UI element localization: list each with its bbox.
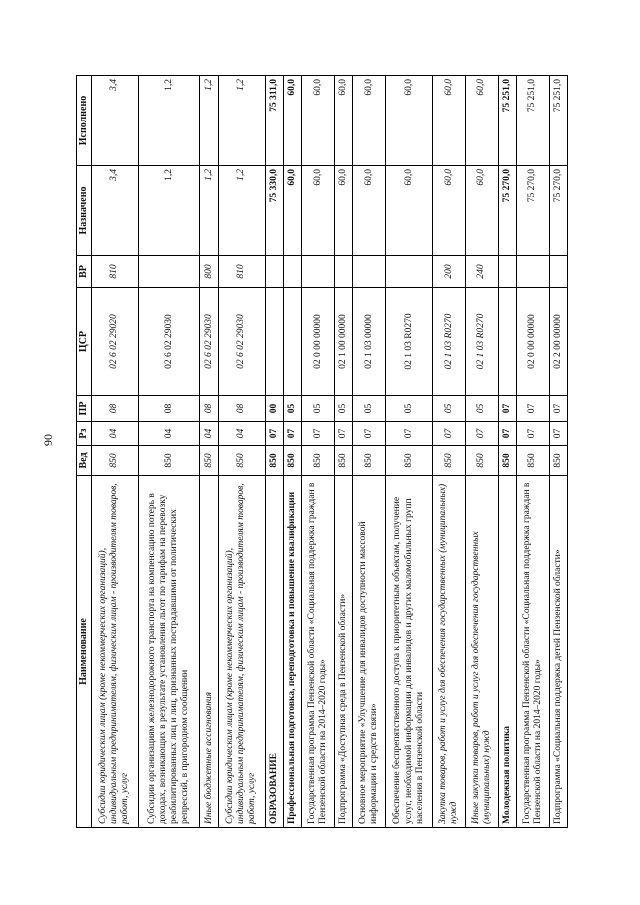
table-row [335, 76, 353, 828]
cell-pr: 08 [218, 396, 265, 422]
cell-csr: 02 0 00 00000 [516, 288, 549, 396]
table-row [200, 76, 218, 828]
cell-csr: 02 1 03 R0270 [465, 288, 498, 396]
cell-executed: 60,0 [465, 76, 498, 166]
cell-ved: 850 [549, 446, 567, 476]
cell-csr: 02 0 00 00000 [302, 288, 335, 396]
cell-csr: 02 6 02 29030 [200, 288, 218, 396]
cell-ved: 850 [516, 446, 549, 476]
cell-name: Молодежная политика [498, 476, 516, 828]
header-ved: Вед [77, 446, 92, 476]
cell-csr [284, 288, 302, 396]
cell-ved: 850 [353, 446, 386, 476]
cell-csr: 02 6 02 29020 [91, 288, 138, 396]
cell-csr: 02 1 03 R0270 [433, 288, 466, 396]
cell-vr [284, 256, 302, 288]
cell-rz: 04 [138, 422, 200, 446]
cell-vr [516, 256, 549, 288]
cell-pr: 08 [91, 396, 138, 422]
header-planned: Назначено [77, 166, 92, 256]
cell-pr: 05 [465, 396, 498, 422]
cell-vr: 800 [200, 256, 218, 288]
cell-ved: 850 [200, 446, 218, 476]
cell-name: Закупка товаров, работ и услуг для обеспечения государственных (муниципальных) нужд [433, 476, 466, 828]
cell-ved: 850 [302, 446, 335, 476]
cell-planned: 60,0 [433, 166, 466, 256]
cell-ved: 850 [386, 446, 433, 476]
cell-name: Субсидии организациям железнодорожного транспорта на компенсацию потерь в доходах, возникающих в результате установления льгот по тарифам на перевозку реабилитированных лиц и лиц, признанных пострадавшими от политических репрессий, в пригородном сообщении [138, 476, 200, 828]
cell-name: ОБРАЗОВАНИЕ [265, 476, 283, 828]
header-vr: ВР [77, 256, 92, 288]
table-header-row [77, 76, 92, 828]
cell-vr [386, 256, 433, 288]
cell-ved: 850 [218, 446, 265, 476]
cell-planned: 60,0 [386, 166, 433, 256]
cell-executed: 60,0 [433, 76, 466, 166]
cell-ved: 850 [433, 446, 466, 476]
cell-planned: 60,0 [302, 166, 335, 256]
cell-planned: 1,2 [218, 166, 265, 256]
cell-executed: 1,2 [200, 76, 218, 166]
cell-executed: 60,0 [386, 76, 433, 166]
cell-rz: 07 [516, 422, 549, 446]
cell-planned: 1,2 [200, 166, 218, 256]
cell-rz: 07 [353, 422, 386, 446]
cell-csr [498, 288, 516, 396]
cell-csr: 02 1 00 00000 [335, 288, 353, 396]
cell-csr: 02 6 02 29030 [138, 288, 200, 396]
cell-planned: 75 270,0 [549, 166, 567, 256]
cell-csr [265, 288, 283, 396]
cell-vr [302, 256, 335, 288]
cell-name: Подпрограмма «Социальная поддержка детей Пензенской области» [549, 476, 567, 828]
cell-planned: 1,2 [138, 166, 200, 256]
table-body [91, 76, 567, 828]
table-row [138, 76, 200, 828]
cell-rz: 07 [498, 422, 516, 446]
cell-rz: 07 [549, 422, 567, 446]
table-row [302, 76, 335, 828]
cell-name: Иные бюджетные ассигнования [200, 476, 218, 828]
budget-table [76, 75, 568, 828]
cell-pr: 07 [498, 396, 516, 422]
cell-executed: 75 311,0 [265, 76, 283, 166]
cell-ved: 850 [465, 446, 498, 476]
cell-planned: 75 330,0 [265, 166, 283, 256]
cell-ved: 850 [284, 446, 302, 476]
cell-pr: 08 [138, 396, 200, 422]
cell-vr [549, 256, 567, 288]
table-row [516, 76, 549, 828]
table-row [265, 76, 283, 828]
cell-pr: 05 [284, 396, 302, 422]
cell-executed: 60,0 [302, 76, 335, 166]
cell-vr [265, 256, 283, 288]
cell-rz: 07 [386, 422, 433, 446]
cell-rz: 07 [284, 422, 302, 446]
cell-pr: 05 [302, 396, 335, 422]
table-row [218, 76, 265, 828]
cell-pr: 07 [549, 396, 567, 422]
cell-executed: 75 251,0 [498, 76, 516, 166]
cell-rz: 07 [433, 422, 466, 446]
cell-pr: 05 [353, 396, 386, 422]
cell-pr: 08 [200, 396, 218, 422]
cell-pr: 05 [433, 396, 466, 422]
table-row [498, 76, 516, 828]
header-pr: ПР [77, 396, 92, 422]
cell-csr: 02 1 03 R0270 [386, 288, 433, 396]
cell-csr: 02 2 00 00000 [549, 288, 567, 396]
cell-vr [138, 256, 200, 288]
cell-pr: 05 [386, 396, 433, 422]
cell-ved: 850 [265, 446, 283, 476]
cell-rz: 04 [218, 422, 265, 446]
cell-executed: 60,0 [284, 76, 302, 166]
cell-executed: 75 251,0 [549, 76, 567, 166]
cell-name: Государственная программа Пензенской области «Социальная поддержка граждан в Пензенской области на 2014–2020 годы» [516, 476, 549, 828]
table-row [353, 76, 386, 828]
cell-vr: 810 [218, 256, 265, 288]
cell-ved: 850 [498, 446, 516, 476]
cell-name: Субсидии юридическим лицам (кроме некоммерческих организаций), индивидуальным предпринимателям, физическим лицам - производителям товаров, работ, услуг [218, 476, 265, 828]
cell-planned: 75 270,0 [516, 166, 549, 256]
cell-rz: 07 [335, 422, 353, 446]
cell-executed: 60,0 [353, 76, 386, 166]
cell-planned: 75 270,0 [498, 166, 516, 256]
cell-rz: 07 [465, 422, 498, 446]
table-row [91, 76, 138, 828]
cell-pr: 05 [335, 396, 353, 422]
cell-rz: 07 [302, 422, 335, 446]
cell-name: Обеспечение беспрепятственного доступа к приоритетным объектам, получение услуг, необходимой информации для инвалидов и других маломобильных групп населения в Пензенской области [386, 476, 433, 828]
cell-name: Профессиональная подготовка, переподготовка и повышение квалификации [284, 476, 302, 828]
table-row [386, 76, 433, 828]
page-number-text: 90 [41, 434, 55, 446]
rotated-table-container [76, 76, 568, 828]
cell-planned: 60,0 [335, 166, 353, 256]
cell-name: Основное мероприятие «Улучшение для инвалидов доступности массовой информации и средств связи» [353, 476, 386, 828]
cell-planned: 60,0 [284, 166, 302, 256]
cell-vr [498, 256, 516, 288]
table-row [465, 76, 498, 828]
cell-pr: 00 [265, 396, 283, 422]
cell-vr: 200 [433, 256, 466, 288]
cell-vr [335, 256, 353, 288]
cell-executed: 75 251,0 [516, 76, 549, 166]
header-csr: ЦСР [77, 288, 92, 396]
page-number [40, 430, 56, 450]
header-executed: Исполнено [77, 76, 92, 166]
cell-name: Субсидии юридическим лицам (кроме некоммерческих организаций), индивидуальным предпринимателям, физическим лицам - производителям товаров, работ, услуг [91, 476, 138, 828]
cell-name: Подпрограмма «Доступная среда в Пензенской области» [335, 476, 353, 828]
cell-ved: 850 [335, 446, 353, 476]
cell-csr: 02 6 02 29030 [218, 288, 265, 396]
cell-executed: 60,0 [335, 76, 353, 166]
cell-planned: 60,0 [353, 166, 386, 256]
cell-executed: 1,2 [218, 76, 265, 166]
cell-vr: 810 [91, 256, 138, 288]
cell-rz: 04 [200, 422, 218, 446]
cell-rz: 07 [265, 422, 283, 446]
header-name: Наименование [77, 476, 92, 828]
cell-executed: 1,2 [138, 76, 200, 166]
cell-planned: 3,4 [91, 166, 138, 256]
cell-vr [353, 256, 386, 288]
table-row [433, 76, 466, 828]
table-row [284, 76, 302, 828]
table-row [549, 76, 567, 828]
cell-csr: 02 1 03 00000 [353, 288, 386, 396]
cell-name: Государственная программа Пензенской области «Социальная поддержка граждан в Пензенской области на 2014–2020 годы» [302, 476, 335, 828]
cell-ved: 850 [138, 446, 200, 476]
cell-planned: 60,0 [465, 166, 498, 256]
cell-ved: 850 [91, 446, 138, 476]
cell-rz: 04 [91, 422, 138, 446]
cell-pr: 07 [516, 396, 549, 422]
cell-executed: 3,4 [91, 76, 138, 166]
cell-vr: 240 [465, 256, 498, 288]
cell-name: Иные закупки товаров, работ и услуг для обеспечения государственных (муниципальных) нужд [465, 476, 498, 828]
header-rz: Рз [77, 422, 92, 446]
